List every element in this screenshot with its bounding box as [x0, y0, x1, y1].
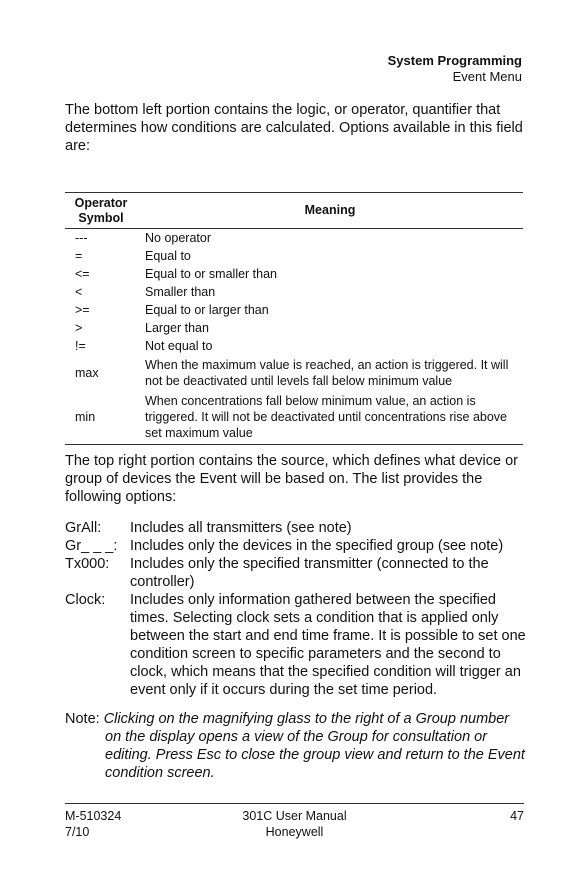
manual-title: 301C User Manual: [242, 809, 347, 823]
company-name: Honeywell: [265, 825, 324, 839]
operator-meaning: No operator: [145, 231, 212, 245]
list-item: [65, 555, 527, 591]
table-row: [65, 337, 523, 355]
list-item: [65, 519, 527, 537]
option-term: Clock:: [65, 592, 106, 608]
page-header: [388, 53, 522, 85]
operator-meaning: Not equal to: [145, 339, 213, 353]
column-header-symbol: [65, 193, 137, 229]
table-row: [65, 265, 523, 283]
option-term: Gr_ _ _:: [65, 538, 118, 554]
operator-meaning: Equal to: [145, 249, 191, 263]
table-header-row: [65, 193, 523, 229]
source-paragraph: The top right portion contains the source, which defines what device or group of devices the Event will be based on. The list provides the following options:: [65, 453, 518, 505]
column-header-symbol-line1: Operator: [74, 195, 128, 210]
page-number: 47: [510, 809, 524, 823]
operator-symbol: !=: [75, 339, 86, 353]
note-label: Note:: [65, 711, 100, 727]
operator-meaning: Smaller than: [145, 285, 216, 299]
table-row: [65, 247, 523, 265]
header-section-title: System Programming: [387, 53, 522, 68]
operator-meaning: Equal to or smaller than: [145, 267, 278, 281]
option-description: Includes only information gathered between the specified times. Selecting clock sets a condition that is applied only between the start and end time frame. It is possible to set one condition screen to specific parameters and the second to clock, which means that the specified condition will trigger an event only if it occurs during the set time period.: [130, 592, 526, 698]
option-description: Includes only the devices in the specified group (see note): [130, 538, 504, 554]
operator-symbol: >=: [75, 303, 90, 317]
header-subsection-title: Event Menu: [452, 69, 522, 84]
table-row: [65, 229, 523, 248]
footer-center: [65, 808, 524, 840]
operator-symbol: <=: [75, 267, 90, 281]
table-row: [65, 283, 523, 301]
option-description: Includes only the specified transmitter (connected to the controller): [130, 556, 489, 590]
operator-symbol: min: [65, 391, 137, 445]
table-row: [65, 355, 523, 391]
option-term: GrAll:: [65, 520, 102, 536]
operator-meaning: When concentrations fall below minimum value, an action is triggered. It will not be deactivated until concentrations rise above set maximum value: [137, 391, 523, 445]
operator-table: [65, 192, 523, 445]
operator-meaning: When the maximum value is reached, an action is triggered. It will not be deactivated until levels fall below minimum value: [145, 358, 509, 388]
table-row: [65, 391, 523, 445]
note-text: Clicking on the magnifying glass to the right of a Group number on the display opens a view of the Group for consultation or editing. Press Esc to close the group view and return to the Event condition screen.: [103, 711, 525, 781]
footer-divider: [65, 803, 524, 804]
list-item: [65, 591, 527, 699]
operator-symbol: max: [75, 366, 99, 380]
intro-paragraph: The bottom left portion contains the logic, or operator, quantifier that determines how conditions are calculated. Options available in this field are:: [65, 102, 523, 154]
table-row: [65, 319, 523, 337]
operator-symbol: >: [75, 321, 83, 335]
operator-symbol: <: [75, 285, 83, 299]
operator-symbol: ---: [75, 231, 88, 245]
column-header-symbol-line2: Symbol: [78, 210, 124, 225]
option-term: Tx000:: [65, 556, 110, 572]
note-block: [65, 710, 527, 782]
list-item: [65, 537, 527, 555]
table-row: [65, 301, 523, 319]
column-header-meaning: Meaning: [137, 193, 523, 229]
operator-meaning: Larger than: [145, 321, 209, 335]
option-description: Includes all transmitters (see note): [130, 520, 352, 536]
doc-number: M-510324: [65, 809, 122, 823]
source-options-list: [65, 519, 527, 699]
doc-date: 7/10: [65, 825, 90, 839]
operator-symbol: =: [75, 249, 83, 263]
operator-meaning: Equal to or larger than: [145, 303, 269, 317]
